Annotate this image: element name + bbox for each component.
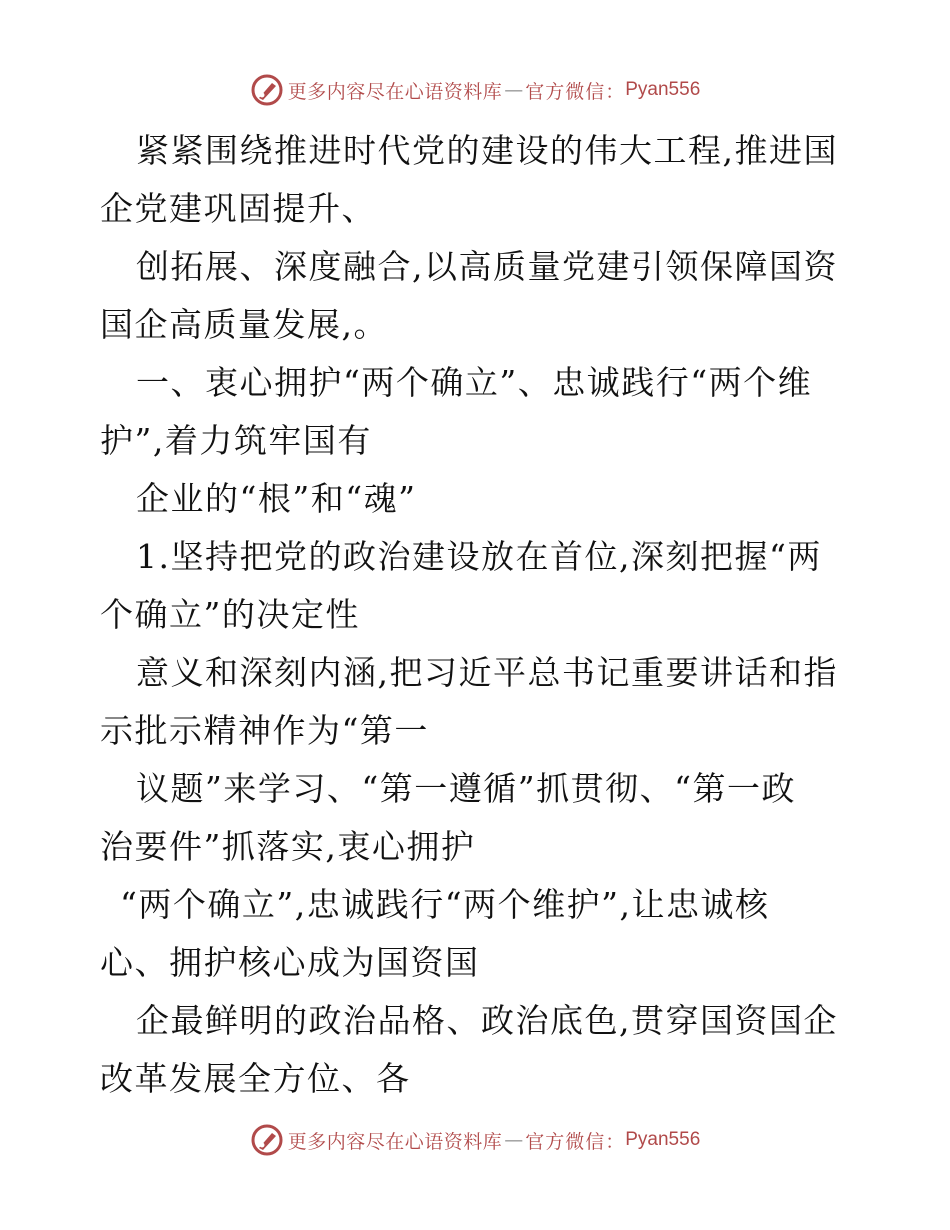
wechat-label: 官方微信： bbox=[525, 80, 626, 103]
watermark-separator: — bbox=[504, 1129, 524, 1151]
text-line: 治要件”抓落实,衷心拥护 bbox=[100, 827, 476, 866]
text-line: 紧紧围绕推进时代党的建设的伟大工程,推进国 bbox=[136, 131, 838, 170]
section-heading-line: 一、衷心拥护“两个确立”、忠诚践行“两个维 bbox=[136, 363, 813, 402]
text-line: 创拓展、深度融合,以高质量党建引领保障国资 bbox=[136, 247, 838, 286]
text-line: 议题”来学习、“第一遵循”抓贯彻、“第一政 bbox=[136, 769, 796, 808]
text-line: 企党建巩固提升、 bbox=[100, 189, 376, 228]
section-heading-line: 护”,着力筑牢国有 bbox=[100, 421, 372, 460]
document-body bbox=[100, 122, 870, 1108]
text-line: 改革发展全方位、各 bbox=[100, 1059, 411, 1098]
wechat-label: 官方微信： bbox=[525, 1130, 626, 1153]
watermark-text: 更多内容尽在心语资料库 bbox=[287, 80, 503, 103]
text-line: 企最鲜明的政治品格、政治底色,贯穿国资国企 bbox=[136, 1001, 838, 1040]
wechat-id: Pyan556 bbox=[625, 79, 701, 100]
text-line: 示批示精神作为“第一 bbox=[100, 711, 429, 750]
text-line: 1.坚持把党的政治建设放在首位,深刻把握“两 bbox=[136, 537, 822, 576]
pen-logo-icon bbox=[250, 1123, 284, 1157]
section-heading-line: 企业的“根”和“魂” bbox=[136, 479, 417, 518]
text-line: 意义和深刻内涵,把习近平总书记重要讲话和指 bbox=[136, 653, 838, 692]
wechat-id: Pyan556 bbox=[625, 1129, 701, 1150]
watermark-separator: — bbox=[504, 79, 524, 101]
footer-watermark bbox=[0, 1120, 950, 1160]
text-line: 国企高质量发展,。 bbox=[100, 305, 388, 344]
watermark-text: 更多内容尽在心语资料库 bbox=[287, 1130, 503, 1153]
text-line: 心、拥护核心成为国资国 bbox=[100, 943, 480, 982]
pen-logo-icon bbox=[250, 73, 284, 107]
header-watermark bbox=[0, 70, 950, 110]
text-line: “两个确立”,忠诚践行“两个维护”,让忠诚核 bbox=[120, 885, 770, 924]
text-line: 个确立”的决定性 bbox=[100, 595, 360, 634]
